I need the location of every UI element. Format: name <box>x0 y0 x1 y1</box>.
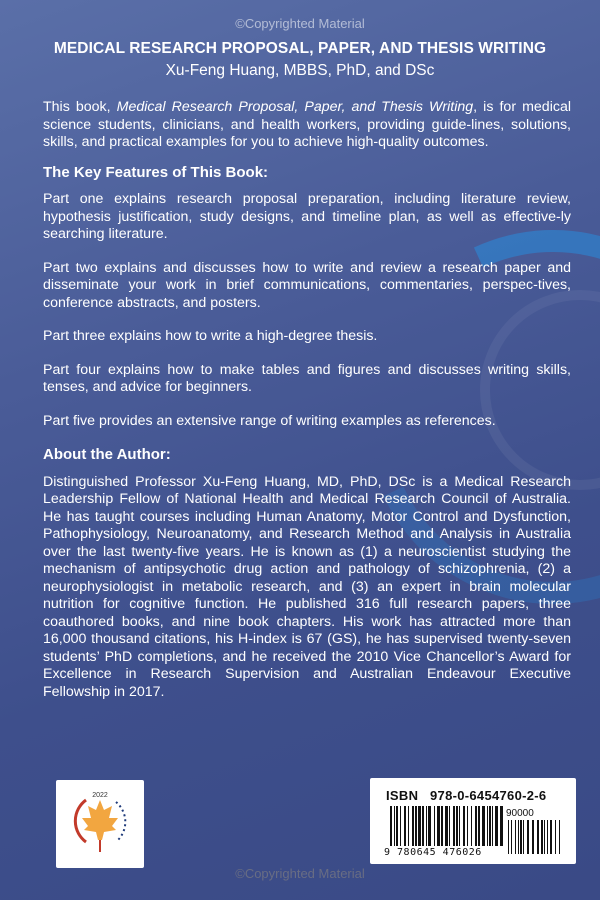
back-cover-text <box>43 99 571 701</box>
addon-bar <box>547 820 548 854</box>
barcode-bar <box>426 806 427 846</box>
barcode-digits: 9 780645 476026 <box>384 847 482 858</box>
addon-bar <box>508 820 509 854</box>
barcode-bar <box>437 806 440 846</box>
barcode-bar <box>400 806 401 846</box>
barcode-bar <box>428 806 431 846</box>
isbn-barcode-panel <box>370 778 576 864</box>
barcode-bar <box>445 806 448 846</box>
barcode-bar <box>453 806 455 846</box>
barcode-bar <box>408 806 409 846</box>
feature-part-four: Part four explains how to make tables and figures and discusses writing skills, tenses, and advice for beginners. <box>43 361 571 395</box>
barcode-bar <box>418 806 421 846</box>
isbn-number: 978-0-6454760-2-6 <box>430 788 547 803</box>
features-heading: The Key Features of This Book: <box>43 163 269 181</box>
addon-bar <box>537 820 539 854</box>
feature-part-one: Part one explains research proposal preparation, including literature review, hypothesis justification, study designs, and timeline plan, as well as effective-ly searching literature. <box>43 191 571 242</box>
copyright-watermark-top: ©Copyrighted Material <box>235 16 365 31</box>
isbn-line: ISBN 978-0-6454760-2-6 <box>386 788 547 803</box>
barcode-bar <box>489 806 491 846</box>
barcode-bar <box>390 806 392 846</box>
barcode-bar <box>415 806 417 846</box>
addon-bar <box>515 820 516 854</box>
copyright-watermark-bottom: ©Copyrighted Material <box>235 866 365 881</box>
barcode-bar <box>441 806 443 846</box>
publisher-logo <box>56 780 144 868</box>
barcode-bar <box>422 806 424 846</box>
barcode-bar <box>459 806 460 846</box>
barcode-bar <box>412 806 414 846</box>
barcode-bar <box>463 806 465 846</box>
barcode-bar <box>449 806 450 846</box>
barcode-bar <box>394 806 395 846</box>
barcode-bar <box>467 806 468 846</box>
addon-bar <box>532 820 534 854</box>
barcode-bar <box>482 806 485 846</box>
feature-part-two: Part two explains and discusses how to write and review a research paper and disseminate your work in brief communications, commentaries, perspec-tives, conference abstracts, and posters. <box>43 259 571 311</box>
maple-leaf-icon <box>56 780 144 868</box>
price-code: 90000 <box>506 808 534 819</box>
feature-part-five: Part five provides an extensive range of writing examples as references. <box>43 412 496 429</box>
barcode-bar <box>475 806 477 846</box>
barcode-bar <box>478 806 480 846</box>
addon-bar <box>527 820 529 854</box>
feature-part-three: Part three explains how to write a high-degree thesis. <box>43 328 378 344</box>
addon-bar <box>555 820 556 854</box>
barcode-bar <box>492 806 493 846</box>
author-bio: Distinguished Professor Xu-Feng Huang, MD, PhD, DSc is a Medical Research Leadership Fellow of National Health and Medical Research Council of Australia. He has taught courses including Human Anatomy, Motor Control and Dysfunction, Pathophysiology, Neuroanatomy, and Research Method and Analysis in Australia over the last twenty-five years. He is known as (1) a neuroscientist studying the mechanism of antipsychotic drug action and pathology of schizophrenia, (2) a neurophysiologist in metabolic research, and (3) an expert in brain molecular nutrition for cognitive function. He published 316 full research papers, three coauthored books, and nine book chapters. His work has attracted more than 16,000 thousand citations, his H-index is 67 (GS), he has supervised twenty-seven students’ PhD completions, and he received the 2010 Vice Chancellor’s Award for Excellence in Research Supervision and Australian Endeavour Executive Fellowship in 2017. <box>43 473 571 700</box>
barcode-bar <box>487 806 488 846</box>
addon-bar <box>518 820 519 854</box>
addon-bar <box>541 820 543 854</box>
barcode-bar <box>456 806 458 846</box>
barcode-bar <box>404 806 406 846</box>
barcode-bar <box>396 806 398 846</box>
barcode-bar <box>495 806 498 846</box>
barcode-bar <box>434 806 435 846</box>
addon-bar <box>559 820 560 854</box>
addon-bar <box>550 820 552 854</box>
author-line: Xu-Feng Huang, MBBS, PhD, and DSc <box>165 62 435 79</box>
about-heading: About the Author: <box>43 446 171 463</box>
addon-bar <box>523 820 524 854</box>
intro-paragraph: This book, Medical Research Proposal, Paper, and Thesis Writing, is for medical science students, clinicians, and health workers, providing guide-lines, solutions, skills, and practical examples for you to achieve high-quality outcomes. <box>43 99 571 150</box>
logo-year: 2022 <box>92 792 108 799</box>
book-title: MEDICAL RESEARCH PROPOSAL, PAPER, AND THESIS WRITING <box>53 40 547 57</box>
barcode-bar <box>500 806 503 846</box>
addon-bar <box>544 820 545 854</box>
intro-book-title: Medical Research Proposal, Paper, and Thesis Writing <box>116 99 474 115</box>
addon-bar <box>511 820 512 854</box>
addon-bar <box>520 820 522 854</box>
barcode-bar <box>471 806 472 846</box>
